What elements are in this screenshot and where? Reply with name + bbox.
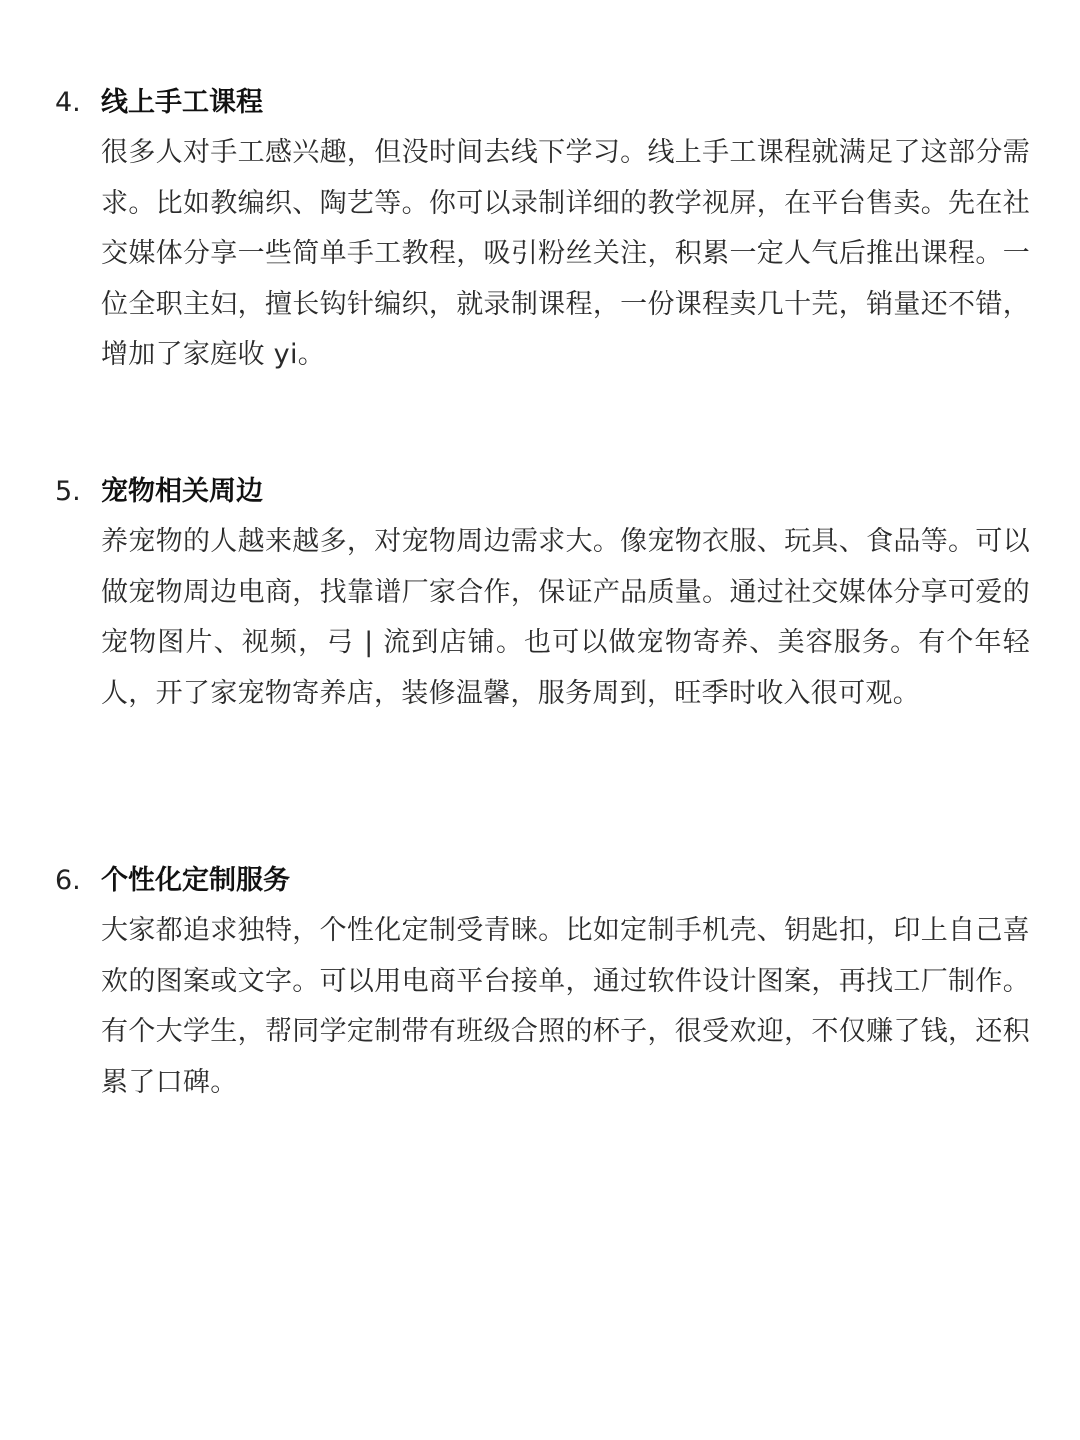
item-body: 大家都追求独特，个性化定制受青睐。比如定制手机壳、钥匙扣，印上自己喜欢的图案或文字。可以用电商平台接单，通过软件设计图案，再找工厂制作。有个大学生，帮同学定制带有班级合照的杯子，很受欢迎，不仅赚了钱，还积累了口碑。 <box>101 915 1030 1098</box>
item-number: 5. <box>55 476 81 507</box>
list-item-custom-service <box>55 856 1030 1108</box>
item-title: 线上手工课程 <box>101 87 263 118</box>
item-number: 6. <box>55 865 81 896</box>
item-number: 4. <box>55 87 81 118</box>
item-heading <box>55 856 1030 906</box>
list-item-pet-merchandise <box>55 467 1030 719</box>
item-heading <box>55 78 1030 128</box>
item-title: 个性化定制服务 <box>101 865 290 896</box>
item-body: 养宠物的人越来越多，对宠物周边需求大。像宠物衣服、玩具、食品等。可以做宠物周边电商，找靠谱厂家合作，保证产品质量。通过社交媒体分享可爱的宠物图片、视频，弓 | 流到店铺。也可以做宠物寄养、美容服务。有个年轻人，开了家宠物寄养店，装修温馨，服务周到，旺季时收入很可观。 <box>101 526 1030 709</box>
item-title: 宠物相关周边 <box>101 476 263 507</box>
list-item-online-craft-course <box>55 78 1030 381</box>
item-heading <box>55 467 1030 517</box>
item-body: 很多人对手工感兴趣，但没时间去线下学习。线上手工课程就满足了这部分需求。比如教编织、陶艺等。你可以录制详细的教学视屏，在平台售卖。先在社交媒体分享一些简单手工教程，吸引粉丝关注，积累一定人气后推出课程。一位全职主妇，擅长钩针编织，就录制课程，一份课程卖几十芫，销量还不错，增加了家庭收 yi。 <box>101 137 1030 370</box>
